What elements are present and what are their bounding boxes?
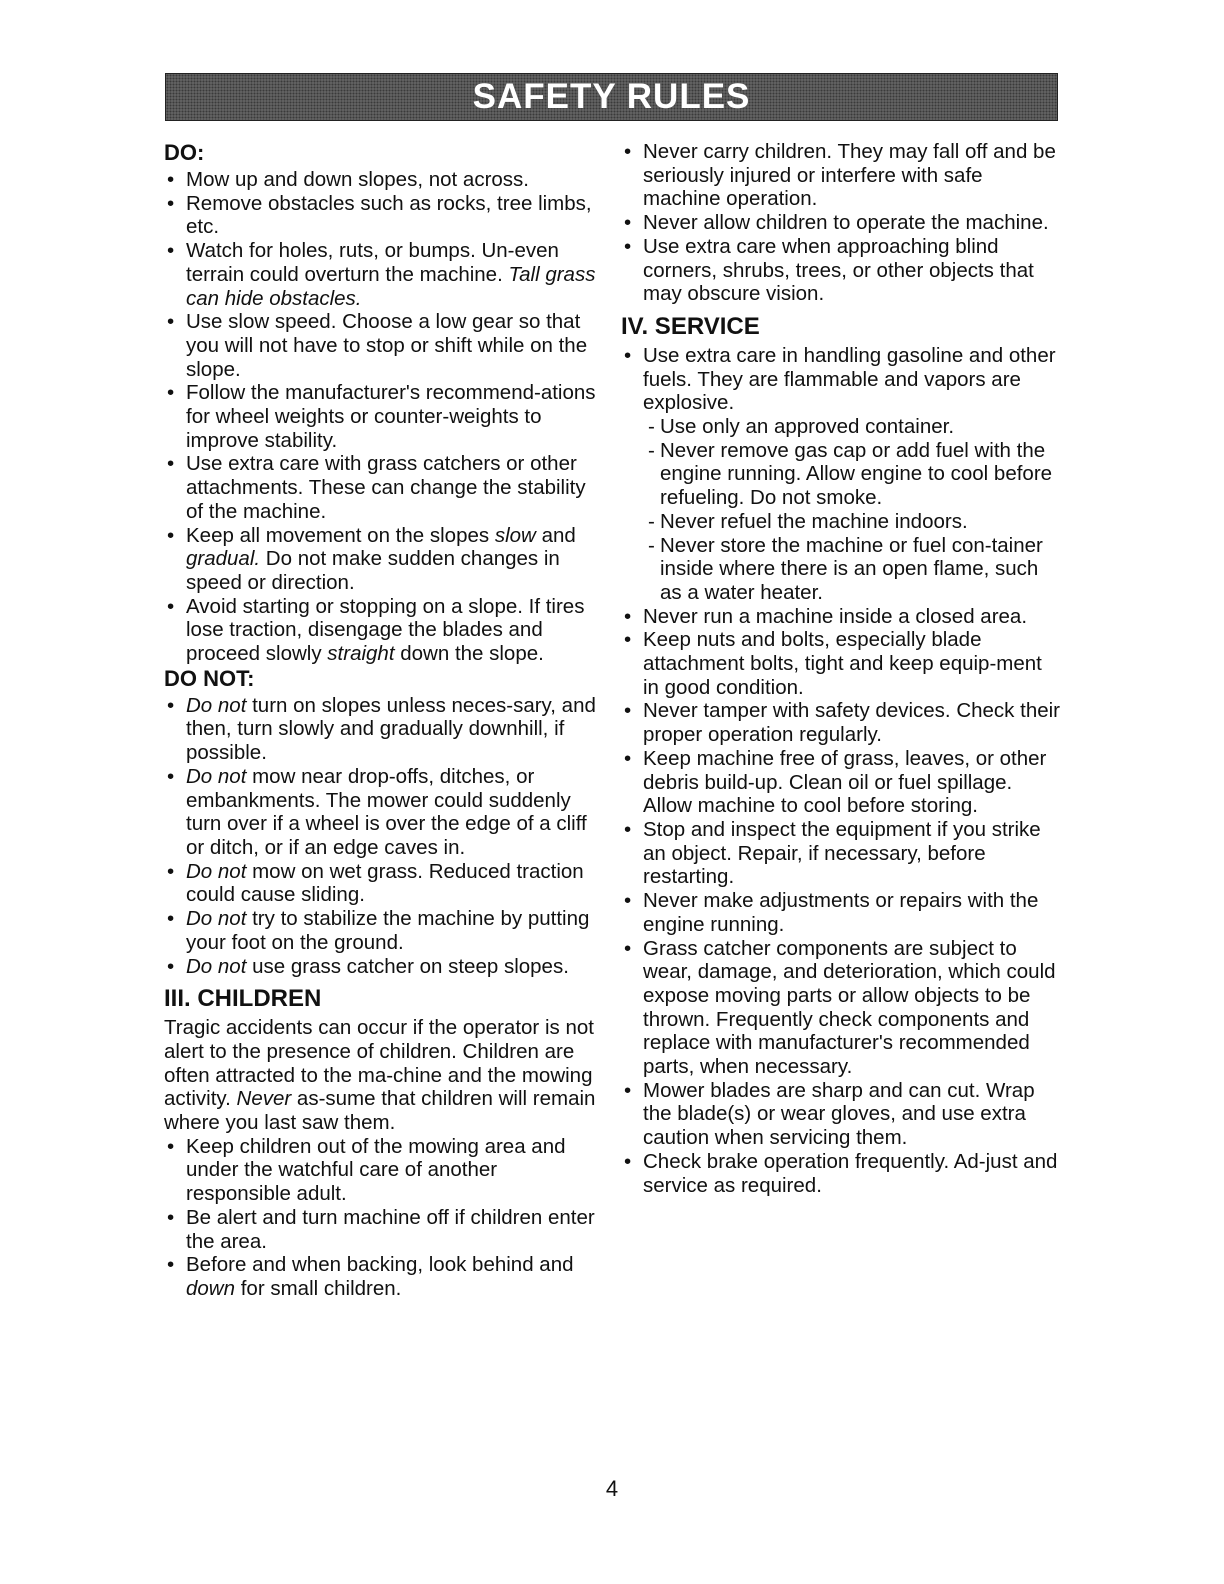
- do-list: [164, 168, 604, 666]
- do-item: • Use slow speed. Choose a low gear so that you will not have to stop or shift while on the slope.: [164, 310, 604, 381]
- do-item: • Use extra care with grass catchers or other attachments. These can change the stability of the machine.: [164, 452, 604, 523]
- fuel-subitem: - Never remove gas cap or add fuel with the engine running. Allow engine to cool before refueling. Do not smoke.: [646, 439, 1061, 510]
- children-item: • Keep children out of the mowing area and under the watchful care of another responsible adult.: [164, 1135, 604, 1206]
- service-item: • Use extra care in handling gasoline and other fuels. They are flammable and vapors are explosive. - Use only an approved container. - Never remove gas cap or add fuel with the engine running. Allow engine to cool before refueling. Do not smoke. - Never refuel the machine indoors. - Never store the machine or fuel con-tainer inside where there is an open flame, such as a water heater.: [621, 344, 1061, 605]
- do-item: • Watch for holes, ruts, or bumps. Un-even terrain could overturn the machine. Tall grass can hide obstacles.: [164, 239, 604, 310]
- fuel-subitems: [643, 415, 1061, 605]
- do-item: • Mow up and down slopes, not across.: [164, 168, 604, 192]
- do-item: • Follow the manufacturer's recommend-ations for wheel weights or counter-weights to improve stability.: [164, 381, 604, 452]
- page-title: SAFETY RULES: [472, 77, 751, 116]
- do-not-item: • Do not mow near drop-offs, ditches, or embankments. The mower could suddenly turn over if a wheel is over the edge of a cliff or ditch, or if an edge caves in.: [164, 765, 604, 860]
- do-item: • Avoid starting or stopping on a slope. If tires lose traction, disengage the blades and proceed slowly straight down the slope.: [164, 595, 604, 666]
- children-item: • Be alert and turn machine off if children enter the area.: [164, 1206, 604, 1253]
- service-item: • Mower blades are sharp and can cut. Wrap the blade(s) or wear gloves, and use extra caution when servicing them.: [621, 1079, 1061, 1150]
- do-item: • Keep all movement on the slopes slow and gradual. Do not make sudden changes in speed or direction.: [164, 524, 604, 595]
- children-item: • Never allow children to operate the machine.: [621, 211, 1061, 235]
- service-item: • Keep nuts and bolts, especially blade attachment bolts, tight and keep equip-ment in good condition.: [621, 628, 1061, 699]
- do-not-list: [164, 694, 604, 978]
- children-list-continued: [621, 140, 1061, 306]
- fuel-subitem: - Never refuel the machine indoors.: [646, 510, 1061, 534]
- do-heading: DO:: [164, 140, 205, 165]
- right-column: [621, 140, 1061, 1197]
- children-intro: Tragic accidents can occur if the operator is not alert to the presence of children. Children are often attracted to the ma-chine and the mowing activity. Never as-sume that children will remain where you last saw them.: [164, 1016, 596, 1135]
- children-heading: III. CHILDREN: [164, 985, 322, 1013]
- children-item: • Use extra care when approaching blind corners, shrubs, trees, or other objects that may obscure vision.: [621, 235, 1061, 306]
- service-item: • Keep machine free of grass, leaves, or other debris build-up. Clean oil or fuel spillage. Allow machine to cool before storing.: [621, 747, 1061, 818]
- service-item: • Check brake operation frequently. Ad-just and service as required.: [621, 1150, 1061, 1197]
- do-item: • Remove obstacles such as rocks, tree limbs, etc.: [164, 192, 604, 239]
- left-column: [164, 140, 604, 1301]
- do-not-item: • Do not use grass catcher on steep slopes.: [164, 955, 604, 979]
- fuel-subitem: - Never store the machine or fuel con-tainer inside where there is an open flame, such as a water heater.: [646, 534, 1061, 605]
- do-not-item: • Do not try to stabilize the machine by putting your foot on the ground.: [164, 907, 604, 954]
- children-item: • Never carry children. They may fall off and be seriously injured or interfere with safe machine operation.: [621, 140, 1061, 211]
- do-not-heading: DO NOT:: [164, 665, 255, 691]
- do-not-item: • Do not turn on slopes unless neces-sary, and then, turn slowly and gradually downhill, if possible.: [164, 694, 604, 765]
- do-not-item: • Do not mow on wet grass. Reduced traction could cause sliding.: [164, 860, 604, 907]
- service-item: • Never make adjustments or repairs with the engine running.: [621, 889, 1061, 936]
- service-item: • Grass catcher components are subject to wear, damage, and deterioration, which could expose moving parts or allow objects to be thrown. Frequently check components and replace with manufacturer's recommended parts, when necessary.: [621, 937, 1061, 1079]
- service-list: [621, 344, 1061, 1197]
- children-item: • Before and when backing, look behind and down for small children.: [164, 1253, 604, 1300]
- service-item: • Never tamper with safety devices. Check their proper operation regularly.: [621, 699, 1061, 746]
- header-banner: [165, 73, 1058, 121]
- page-number: 4: [605, 1476, 619, 1501]
- service-item: • Stop and inspect the equipment if you strike an object. Repair, if necessary, before restarting.: [621, 818, 1061, 889]
- fuel-subitem: - Use only an approved container.: [646, 415, 1061, 439]
- service-item: • Never run a machine inside a closed area.: [621, 605, 1061, 629]
- children-list: [164, 1135, 604, 1301]
- service-heading: IV. SERVICE: [621, 312, 760, 340]
